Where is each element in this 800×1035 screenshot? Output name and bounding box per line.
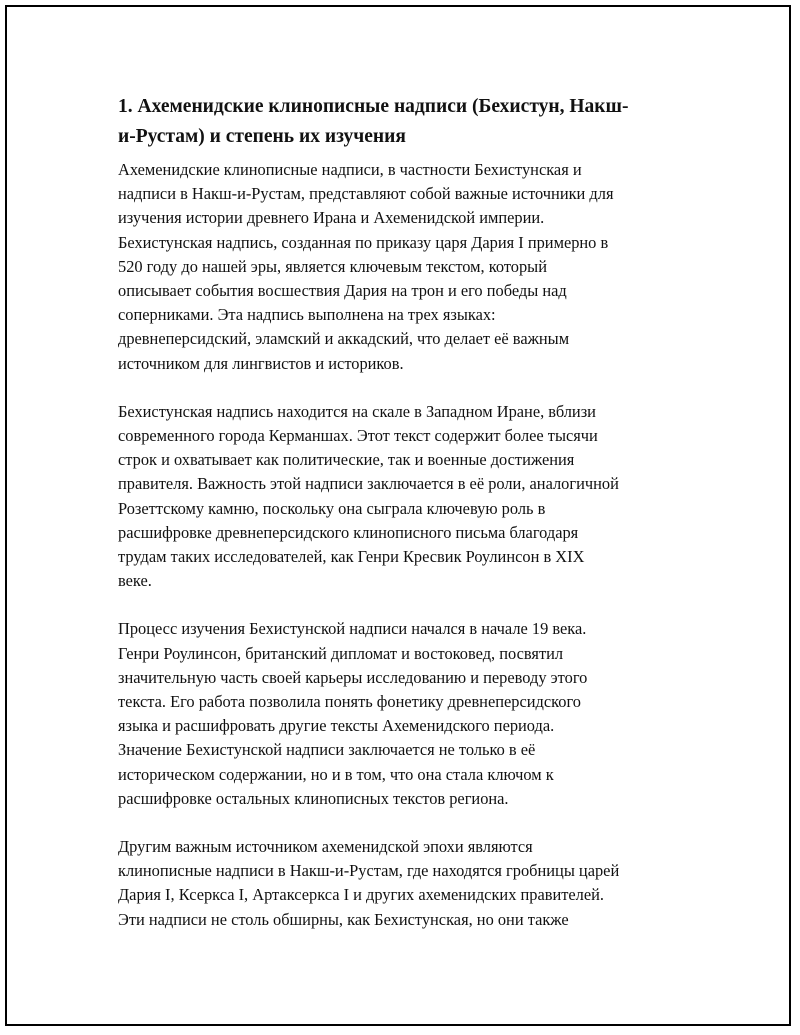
text-line: Ахеменидские клинописные надписи, в частности Бехистунская и [118,160,582,179]
heading-line: 1. Ахеменидские клинописные надписи (Бехистун, Накш- [118,96,629,117]
text-line: Генри Роулинсон, британский дипломат и востоковед, посвятил [118,643,564,663]
document-body [118,92,688,956]
text-line: строк и охватывает как политические, так и военные достижения [118,450,575,470]
text-line: надписи в Накш-и-Рустам, представляют собой важные источники для [118,184,614,204]
text-line: правителя. Важность этой надписи заключается в её роли, аналогичной [118,474,619,494]
text-line: современного города Керманшах. Этот текст содержит более тысячи [118,426,598,446]
heading-line: и-Рустам) и степень их изучения [118,126,406,147]
paragraph-3 [118,617,688,811]
text-line: Другим важным источником ахеменидской эпохи являются [118,837,533,857]
text-line: историческом содержании, но и в том, что она стала ключом к [118,764,554,784]
text-line: текста. Его работа позволила понять фонетику древнеперсидского [118,692,581,712]
section-heading [118,92,688,152]
paragraph-4 [118,835,688,932]
paragraph-1 [118,158,688,376]
text-line: значительную часть своей карьеры исследованию и переводу этого [118,667,588,687]
text-line: Розеттскому камню, поскольку она сыграла ключевую роль в [118,498,546,518]
text-line: языка и расшифровать другие тексты Ахеменидского периода. [118,716,555,736]
text-line: Дария I, Ксеркса I, Артаксеркса I и других ахеменидских правителей. [118,885,605,905]
text-line: источником для лингвистов и историков. [118,353,404,373]
text-line: описывает события восшествия Дария на трон и его победы над [118,281,567,301]
text-line: соперниками. Эта надпись выполнена на трех языках: [118,305,496,325]
text-line: клинописные надписи в Накш-и-Рустам, где находятся гробницы царей [118,861,620,881]
text-line: трудам таких исследователей, как Генри Кресвик Роулинсон в XIX [118,547,585,567]
text-line: расшифровке остальных клинописных текстов региона. [118,788,509,808]
text-line: Бехистунская надпись, созданная по приказу царя Дария I примерно в [118,232,609,252]
text-line: древнеперсидский, эламский и аккадский, что делает её важным [118,329,570,349]
text-line: расшифровке древнеперсидского клинописного письма благодаря [118,522,579,542]
text-line: веке. [118,571,152,591]
text-line: 520 году до нашей эры, является ключевым текстом, который [118,256,547,276]
text-line: Значение Бехистунской надписи заключается не только в её [118,740,536,760]
text-line: Эти надписи не столь обширны, как Бехистунская, но они также [118,909,569,929]
text-line: Процесс изучения Бехистунской надписи начался в начале 19 века. [118,619,587,639]
text-line: изучения истории древнего Ирана и Ахеменидской империи. [118,208,545,228]
text-line: Бехистунская надпись находится на скале в Западном Иране, вблизи [118,401,596,421]
paragraph-2 [118,400,688,594]
